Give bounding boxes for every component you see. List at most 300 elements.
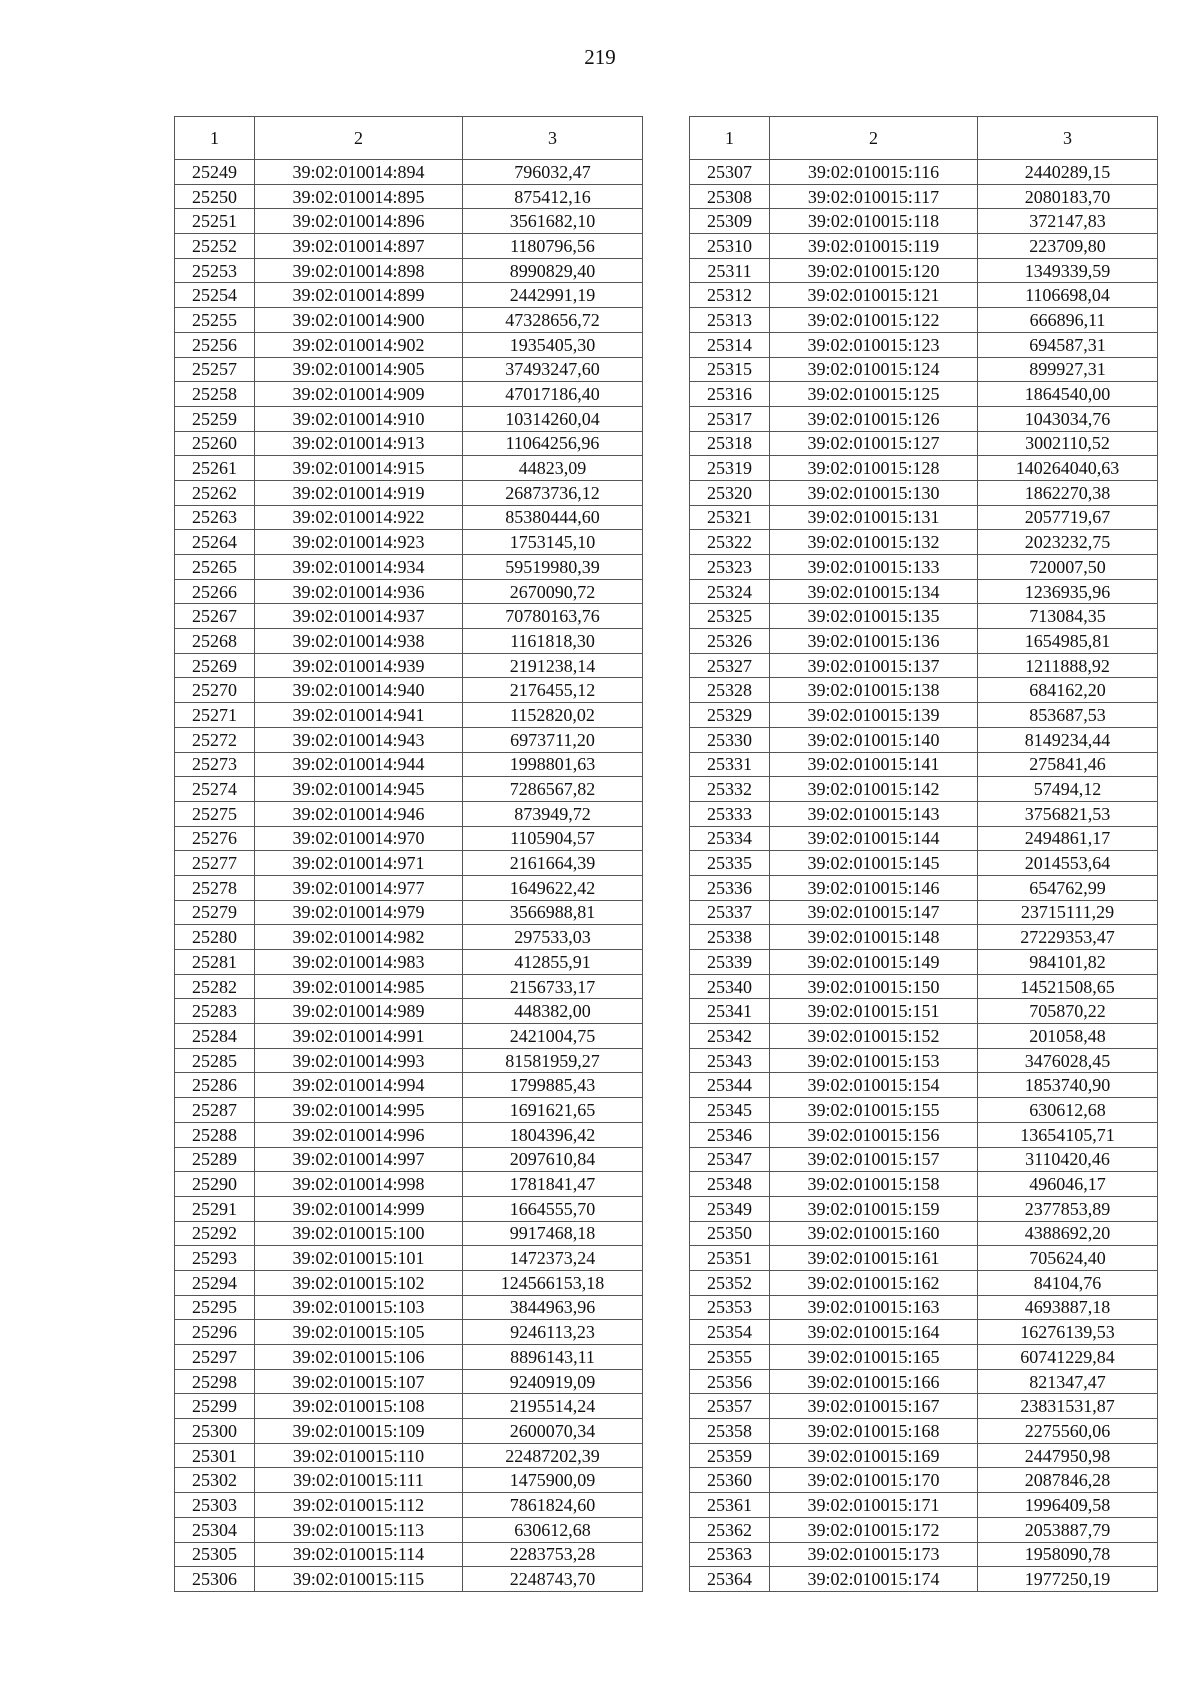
table-row: [690, 1073, 1158, 1098]
table-row: [690, 283, 1158, 308]
cadastral-number-cell: 39:02:010014:946: [255, 801, 463, 826]
value-cell: 2447950,98: [978, 1443, 1158, 1468]
table-row: [175, 826, 643, 851]
cadastral-number-cell: 39:02:010015:127: [770, 431, 978, 456]
row-number-cell: 25282: [175, 974, 255, 999]
table-row: [175, 851, 643, 876]
row-number-cell: 25278: [175, 875, 255, 900]
table-row: [690, 308, 1158, 333]
cadastral-number-cell: 39:02:010015:131: [770, 505, 978, 530]
row-number-cell: 25297: [175, 1345, 255, 1370]
value-cell: 3561682,10: [463, 209, 643, 234]
cadastral-number-cell: 39:02:010015:111: [255, 1468, 463, 1493]
cadastral-number-cell: 39:02:010015:105: [255, 1320, 463, 1345]
cadastral-number-cell: 39:02:010014:979: [255, 900, 463, 925]
row-number-cell: 25344: [690, 1073, 770, 1098]
cadastral-number-cell: 39:02:010015:142: [770, 777, 978, 802]
cadastral-number-cell: 39:02:010014:945: [255, 777, 463, 802]
value-cell: 853687,53: [978, 703, 1158, 728]
cadastral-number-cell: 39:02:010014:998: [255, 1172, 463, 1197]
value-cell: 3110420,46: [978, 1147, 1158, 1172]
row-number-cell: 25304: [175, 1517, 255, 1542]
row-number-cell: 25312: [690, 283, 770, 308]
value-cell: 47328656,72: [463, 308, 643, 333]
table-row: [690, 1147, 1158, 1172]
table-row: [690, 357, 1158, 382]
value-cell: 1161818,30: [463, 629, 643, 654]
value-cell: 1664555,70: [463, 1196, 643, 1221]
value-cell: 705624,40: [978, 1246, 1158, 1271]
row-number-cell: 25276: [175, 826, 255, 851]
value-cell: 9246113,23: [463, 1320, 643, 1345]
table-row: [175, 1542, 643, 1567]
row-number-cell: 25250: [175, 184, 255, 209]
table-row: [175, 406, 643, 431]
table-row: [175, 950, 643, 975]
row-number-cell: 25346: [690, 1122, 770, 1147]
table-row: [175, 382, 643, 407]
cadastral-number-cell: 39:02:010015:123: [770, 332, 978, 357]
value-cell: 3476028,45: [978, 1048, 1158, 1073]
row-number-cell: 25353: [690, 1295, 770, 1320]
row-number-cell: 25334: [690, 826, 770, 851]
row-number-cell: 25249: [175, 160, 255, 185]
value-cell: 27229353,47: [978, 925, 1158, 950]
value-cell: 11064256,96: [463, 431, 643, 456]
table-row: [690, 1048, 1158, 1073]
cadastral-number-cell: 39:02:010014:923: [255, 530, 463, 555]
value-cell: 1998801,63: [463, 752, 643, 777]
row-number-cell: 25291: [175, 1196, 255, 1221]
value-cell: 684162,20: [978, 678, 1158, 703]
value-cell: 1654985,81: [978, 629, 1158, 654]
table-row: [690, 1196, 1158, 1221]
table-row: [175, 579, 643, 604]
cadastral-number-cell: 39:02:010014:943: [255, 727, 463, 752]
column-header: 2: [255, 117, 463, 160]
cadastral-number-cell: 39:02:010015:138: [770, 678, 978, 703]
value-cell: 705870,22: [978, 999, 1158, 1024]
value-cell: 60741229,84: [978, 1345, 1158, 1370]
value-cell: 70780163,76: [463, 604, 643, 629]
row-number-cell: 25253: [175, 258, 255, 283]
cadastral-number-cell: 39:02:010014:895: [255, 184, 463, 209]
table-row: [175, 752, 643, 777]
row-number-cell: 25336: [690, 875, 770, 900]
cadastral-number-cell: 39:02:010015:133: [770, 555, 978, 580]
row-number-cell: 25295: [175, 1295, 255, 1320]
table-row: [175, 1517, 643, 1542]
value-cell: 13654105,71: [978, 1122, 1158, 1147]
table-row: [175, 1443, 643, 1468]
value-cell: 201058,48: [978, 1024, 1158, 1049]
value-cell: 81581959,27: [463, 1048, 643, 1073]
table-row: [175, 1270, 643, 1295]
table-row: [690, 629, 1158, 654]
value-cell: 23715111,29: [978, 900, 1158, 925]
cadastral-number-cell: 39:02:010014:898: [255, 258, 463, 283]
value-cell: 2161664,39: [463, 851, 643, 876]
cadastral-number-cell: 39:02:010014:997: [255, 1147, 463, 1172]
value-cell: 630612,68: [463, 1517, 643, 1542]
row-number-cell: 25271: [175, 703, 255, 728]
row-number-cell: 25281: [175, 950, 255, 975]
register-table-left: [174, 116, 643, 1592]
cadastral-number-cell: 39:02:010014:896: [255, 209, 463, 234]
cadastral-number-cell: 39:02:010015:136: [770, 629, 978, 654]
cadastral-number-cell: 39:02:010014:991: [255, 1024, 463, 1049]
cadastral-number-cell: 39:02:010014:982: [255, 925, 463, 950]
cadastral-number-cell: 39:02:010014:894: [255, 160, 463, 185]
row-number-cell: 25356: [690, 1369, 770, 1394]
cadastral-number-cell: 39:02:010014:899: [255, 283, 463, 308]
table-row: [175, 703, 643, 728]
value-cell: 1853740,90: [978, 1073, 1158, 1098]
value-cell: 2600070,34: [463, 1419, 643, 1444]
table-row: [690, 1443, 1158, 1468]
value-cell: 223709,80: [978, 234, 1158, 259]
table-row: [175, 1394, 643, 1419]
table-row: [175, 999, 643, 1024]
table-row: [690, 1320, 1158, 1345]
table-row: [690, 1517, 1158, 1542]
cadastral-number-cell: 39:02:010014:934: [255, 555, 463, 580]
row-number-cell: 25299: [175, 1394, 255, 1419]
row-number-cell: 25267: [175, 604, 255, 629]
table-row: [690, 974, 1158, 999]
table-row: [175, 456, 643, 481]
value-cell: 1211888,92: [978, 653, 1158, 678]
row-number-cell: 25257: [175, 357, 255, 382]
cadastral-number-cell: 39:02:010015:119: [770, 234, 978, 259]
row-number-cell: 25260: [175, 431, 255, 456]
cadastral-number-cell: 39:02:010015:170: [770, 1468, 978, 1493]
cadastral-number-cell: 39:02:010015:151: [770, 999, 978, 1024]
value-cell: 2191238,14: [463, 653, 643, 678]
value-cell: 2057719,67: [978, 505, 1158, 530]
row-number-cell: 25302: [175, 1468, 255, 1493]
cadastral-number-cell: 39:02:010015:102: [255, 1270, 463, 1295]
value-cell: 2080183,70: [978, 184, 1158, 209]
row-number-cell: 25323: [690, 555, 770, 580]
value-cell: 1105904,57: [463, 826, 643, 851]
cadastral-number-cell: 39:02:010015:157: [770, 1147, 978, 1172]
table-row: [690, 604, 1158, 629]
cadastral-number-cell: 39:02:010015:121: [770, 283, 978, 308]
value-cell: 2275560,06: [978, 1419, 1158, 1444]
table-row: [175, 1221, 643, 1246]
table-row: [175, 184, 643, 209]
value-cell: 2421004,75: [463, 1024, 643, 1049]
value-cell: 1152820,02: [463, 703, 643, 728]
table-row: [690, 505, 1158, 530]
value-cell: 875412,16: [463, 184, 643, 209]
table-row: [690, 900, 1158, 925]
value-cell: 57494,12: [978, 777, 1158, 802]
value-cell: 2097610,84: [463, 1147, 643, 1172]
cadastral-number-cell: 39:02:010015:103: [255, 1295, 463, 1320]
table-row: [690, 999, 1158, 1024]
cadastral-number-cell: 39:02:010014:909: [255, 382, 463, 407]
value-cell: 3844963,96: [463, 1295, 643, 1320]
cadastral-number-cell: 39:02:010014:941: [255, 703, 463, 728]
cadastral-number-cell: 39:02:010015:154: [770, 1073, 978, 1098]
row-number-cell: 25296: [175, 1320, 255, 1345]
table-row: [690, 727, 1158, 752]
cadastral-number-cell: 39:02:010015:122: [770, 308, 978, 333]
cadastral-number-cell: 39:02:010015:143: [770, 801, 978, 826]
cadastral-number-cell: 39:02:010015:165: [770, 1345, 978, 1370]
row-number-cell: 25324: [690, 579, 770, 604]
row-number-cell: 25330: [690, 727, 770, 752]
row-number-cell: 25335: [690, 851, 770, 876]
cadastral-number-cell: 39:02:010014:971: [255, 851, 463, 876]
row-number-cell: 25364: [690, 1567, 770, 1592]
value-cell: 9240919,09: [463, 1369, 643, 1394]
table-row: [690, 678, 1158, 703]
table-row: [175, 505, 643, 530]
table-row: [690, 1221, 1158, 1246]
table-row: [690, 456, 1158, 481]
cadastral-number-cell: 39:02:010015:137: [770, 653, 978, 678]
row-number-cell: 25351: [690, 1246, 770, 1271]
row-number-cell: 25268: [175, 629, 255, 654]
table-row: [175, 925, 643, 950]
cadastral-number-cell: 39:02:010015:173: [770, 1542, 978, 1567]
value-cell: 1106698,04: [978, 283, 1158, 308]
row-number-cell: 25258: [175, 382, 255, 407]
page-number: 219: [584, 45, 616, 69]
table-row: [175, 1196, 643, 1221]
value-cell: 448382,00: [463, 999, 643, 1024]
cadastral-number-cell: 39:02:010015:144: [770, 826, 978, 851]
value-cell: 821347,47: [978, 1369, 1158, 1394]
value-cell: 1799885,43: [463, 1073, 643, 1098]
table-row: [690, 480, 1158, 505]
table-row: [690, 160, 1158, 185]
value-cell: 47017186,40: [463, 382, 643, 407]
cadastral-number-cell: 39:02:010015:116: [770, 160, 978, 185]
row-number-cell: 25293: [175, 1246, 255, 1271]
row-number-cell: 25265: [175, 555, 255, 580]
table-row: [690, 1419, 1158, 1444]
cadastral-number-cell: 39:02:010015:109: [255, 1419, 463, 1444]
row-number-cell: 25273: [175, 752, 255, 777]
row-number-cell: 25286: [175, 1073, 255, 1098]
value-cell: 1649622,42: [463, 875, 643, 900]
value-cell: 2023232,75: [978, 530, 1158, 555]
value-cell: 713084,35: [978, 604, 1158, 629]
table-row: [175, 530, 643, 555]
table-row: [175, 974, 643, 999]
value-cell: 1472373,24: [463, 1246, 643, 1271]
value-cell: 23831531,87: [978, 1394, 1158, 1419]
row-number-cell: 25285: [175, 1048, 255, 1073]
table-row: [175, 1098, 643, 1123]
row-number-cell: 25340: [690, 974, 770, 999]
table-row: [175, 1493, 643, 1518]
row-number-cell: 25315: [690, 357, 770, 382]
cadastral-number-cell: 39:02:010014:989: [255, 999, 463, 1024]
cadastral-number-cell: 39:02:010015:153: [770, 1048, 978, 1073]
cadastral-number-cell: 39:02:010015:161: [770, 1246, 978, 1271]
row-number-cell: 25277: [175, 851, 255, 876]
cadastral-number-cell: 39:02:010015:126: [770, 406, 978, 431]
row-number-cell: 25256: [175, 332, 255, 357]
table-row: [175, 258, 643, 283]
row-number-cell: 25287: [175, 1098, 255, 1123]
cadastral-number-cell: 39:02:010015:106: [255, 1345, 463, 1370]
cadastral-number-cell: 39:02:010015:134: [770, 579, 978, 604]
table-row: [175, 332, 643, 357]
table-row: [690, 555, 1158, 580]
value-cell: 10314260,04: [463, 406, 643, 431]
row-number-cell: 25288: [175, 1122, 255, 1147]
table-row: [175, 1295, 643, 1320]
row-number-cell: 25327: [690, 653, 770, 678]
table-row: [690, 579, 1158, 604]
table-row: [690, 752, 1158, 777]
table-row: [690, 1542, 1158, 1567]
cadastral-number-cell: 39:02:010015:112: [255, 1493, 463, 1518]
value-cell: 2195514,24: [463, 1394, 643, 1419]
table-row: [690, 184, 1158, 209]
cadastral-number-cell: 39:02:010015:118: [770, 209, 978, 234]
header-row: [175, 117, 643, 160]
cadastral-number-cell: 39:02:010015:155: [770, 1098, 978, 1123]
value-cell: 1236935,96: [978, 579, 1158, 604]
row-number-cell: 25292: [175, 1221, 255, 1246]
value-cell: 8990829,40: [463, 258, 643, 283]
table-row: [175, 1419, 643, 1444]
table-row: [175, 1369, 643, 1394]
cadastral-number-cell: 39:02:010015:113: [255, 1517, 463, 1542]
register-table-right: [689, 116, 1158, 1592]
row-number-cell: 25262: [175, 480, 255, 505]
value-cell: 14521508,65: [978, 974, 1158, 999]
cadastral-number-cell: 39:02:010015:149: [770, 950, 978, 975]
table-row: [690, 875, 1158, 900]
cadastral-number-cell: 39:02:010015:110: [255, 1443, 463, 1468]
cadastral-number-cell: 39:02:010015:163: [770, 1295, 978, 1320]
cadastral-number-cell: 39:02:010014:995: [255, 1098, 463, 1123]
cadastral-number-cell: 39:02:010014:940: [255, 678, 463, 703]
table-row: [175, 777, 643, 802]
table-row: [175, 875, 643, 900]
value-cell: 2442991,19: [463, 283, 643, 308]
row-number-cell: 25341: [690, 999, 770, 1024]
table-row: [175, 431, 643, 456]
value-cell: 1958090,78: [978, 1542, 1158, 1567]
cadastral-number-cell: 39:02:010015:107: [255, 1369, 463, 1394]
value-cell: 2248743,70: [463, 1567, 643, 1592]
row-number-cell: 25314: [690, 332, 770, 357]
cadastral-number-cell: 39:02:010014:970: [255, 826, 463, 851]
table-row: [690, 950, 1158, 975]
value-cell: 1691621,65: [463, 1098, 643, 1123]
row-number-cell: 25333: [690, 801, 770, 826]
value-cell: 44823,09: [463, 456, 643, 481]
cadastral-number-cell: 39:02:010015:140: [770, 727, 978, 752]
row-number-cell: 25325: [690, 604, 770, 629]
cadastral-number-cell: 39:02:010014:897: [255, 234, 463, 259]
value-cell: 1180796,56: [463, 234, 643, 259]
row-number-cell: 25251: [175, 209, 255, 234]
row-number-cell: 25354: [690, 1320, 770, 1345]
cadastral-number-cell: 39:02:010014:994: [255, 1073, 463, 1098]
cadastral-number-cell: 39:02:010014:999: [255, 1196, 463, 1221]
row-number-cell: 25360: [690, 1468, 770, 1493]
cadastral-number-cell: 39:02:010015:172: [770, 1517, 978, 1542]
table-row: [175, 1320, 643, 1345]
row-number-cell: 25284: [175, 1024, 255, 1049]
table-row: [690, 1493, 1158, 1518]
table-row: [690, 1468, 1158, 1493]
row-number-cell: 25357: [690, 1394, 770, 1419]
table-row: [175, 234, 643, 259]
value-cell: 1864540,00: [978, 382, 1158, 407]
value-cell: 4693887,18: [978, 1295, 1158, 1320]
row-number-cell: 25362: [690, 1517, 770, 1542]
table-row: [690, 1394, 1158, 1419]
value-cell: 2087846,28: [978, 1468, 1158, 1493]
value-cell: 85380444,60: [463, 505, 643, 530]
cadastral-number-cell: 39:02:010015:159: [770, 1196, 978, 1221]
table-row: [175, 555, 643, 580]
cadastral-number-cell: 39:02:010015:132: [770, 530, 978, 555]
row-number-cell: 25305: [175, 1542, 255, 1567]
row-number-cell: 25306: [175, 1567, 255, 1592]
table-row: [690, 1345, 1158, 1370]
value-cell: 899927,31: [978, 357, 1158, 382]
cadastral-number-cell: 39:02:010015:152: [770, 1024, 978, 1049]
value-cell: 1349339,59: [978, 258, 1158, 283]
table-row: [175, 357, 643, 382]
row-number-cell: 25359: [690, 1443, 770, 1468]
row-number-cell: 25343: [690, 1048, 770, 1073]
value-cell: 1862270,38: [978, 480, 1158, 505]
table-row: [690, 382, 1158, 407]
cadastral-number-cell: 39:02:010015:117: [770, 184, 978, 209]
row-number-cell: 25301: [175, 1443, 255, 1468]
table-row: [175, 629, 643, 654]
value-cell: 372147,83: [978, 209, 1158, 234]
value-cell: 4388692,20: [978, 1221, 1158, 1246]
row-number-cell: 25303: [175, 1493, 255, 1518]
table-row: [175, 480, 643, 505]
value-cell: 297533,03: [463, 925, 643, 950]
row-number-cell: 25332: [690, 777, 770, 802]
value-cell: 1753145,10: [463, 530, 643, 555]
table-row: [690, 1122, 1158, 1147]
column-header: 1: [175, 117, 255, 160]
value-cell: 630612,68: [978, 1098, 1158, 1123]
value-cell: 6973711,20: [463, 727, 643, 752]
cadastral-number-cell: 39:02:010015:146: [770, 875, 978, 900]
value-cell: 2494861,17: [978, 826, 1158, 851]
cadastral-number-cell: 39:02:010015:147: [770, 900, 978, 925]
cadastral-number-cell: 39:02:010015:125: [770, 382, 978, 407]
value-cell: 1475900,09: [463, 1468, 643, 1493]
row-number-cell: 25337: [690, 900, 770, 925]
column-header: 2: [770, 117, 978, 160]
value-cell: 2377853,89: [978, 1196, 1158, 1221]
row-number-cell: 25363: [690, 1542, 770, 1567]
value-cell: 2053887,79: [978, 1517, 1158, 1542]
table-row: [175, 1048, 643, 1073]
cadastral-number-cell: 39:02:010015:115: [255, 1567, 463, 1592]
row-number-cell: 25328: [690, 678, 770, 703]
